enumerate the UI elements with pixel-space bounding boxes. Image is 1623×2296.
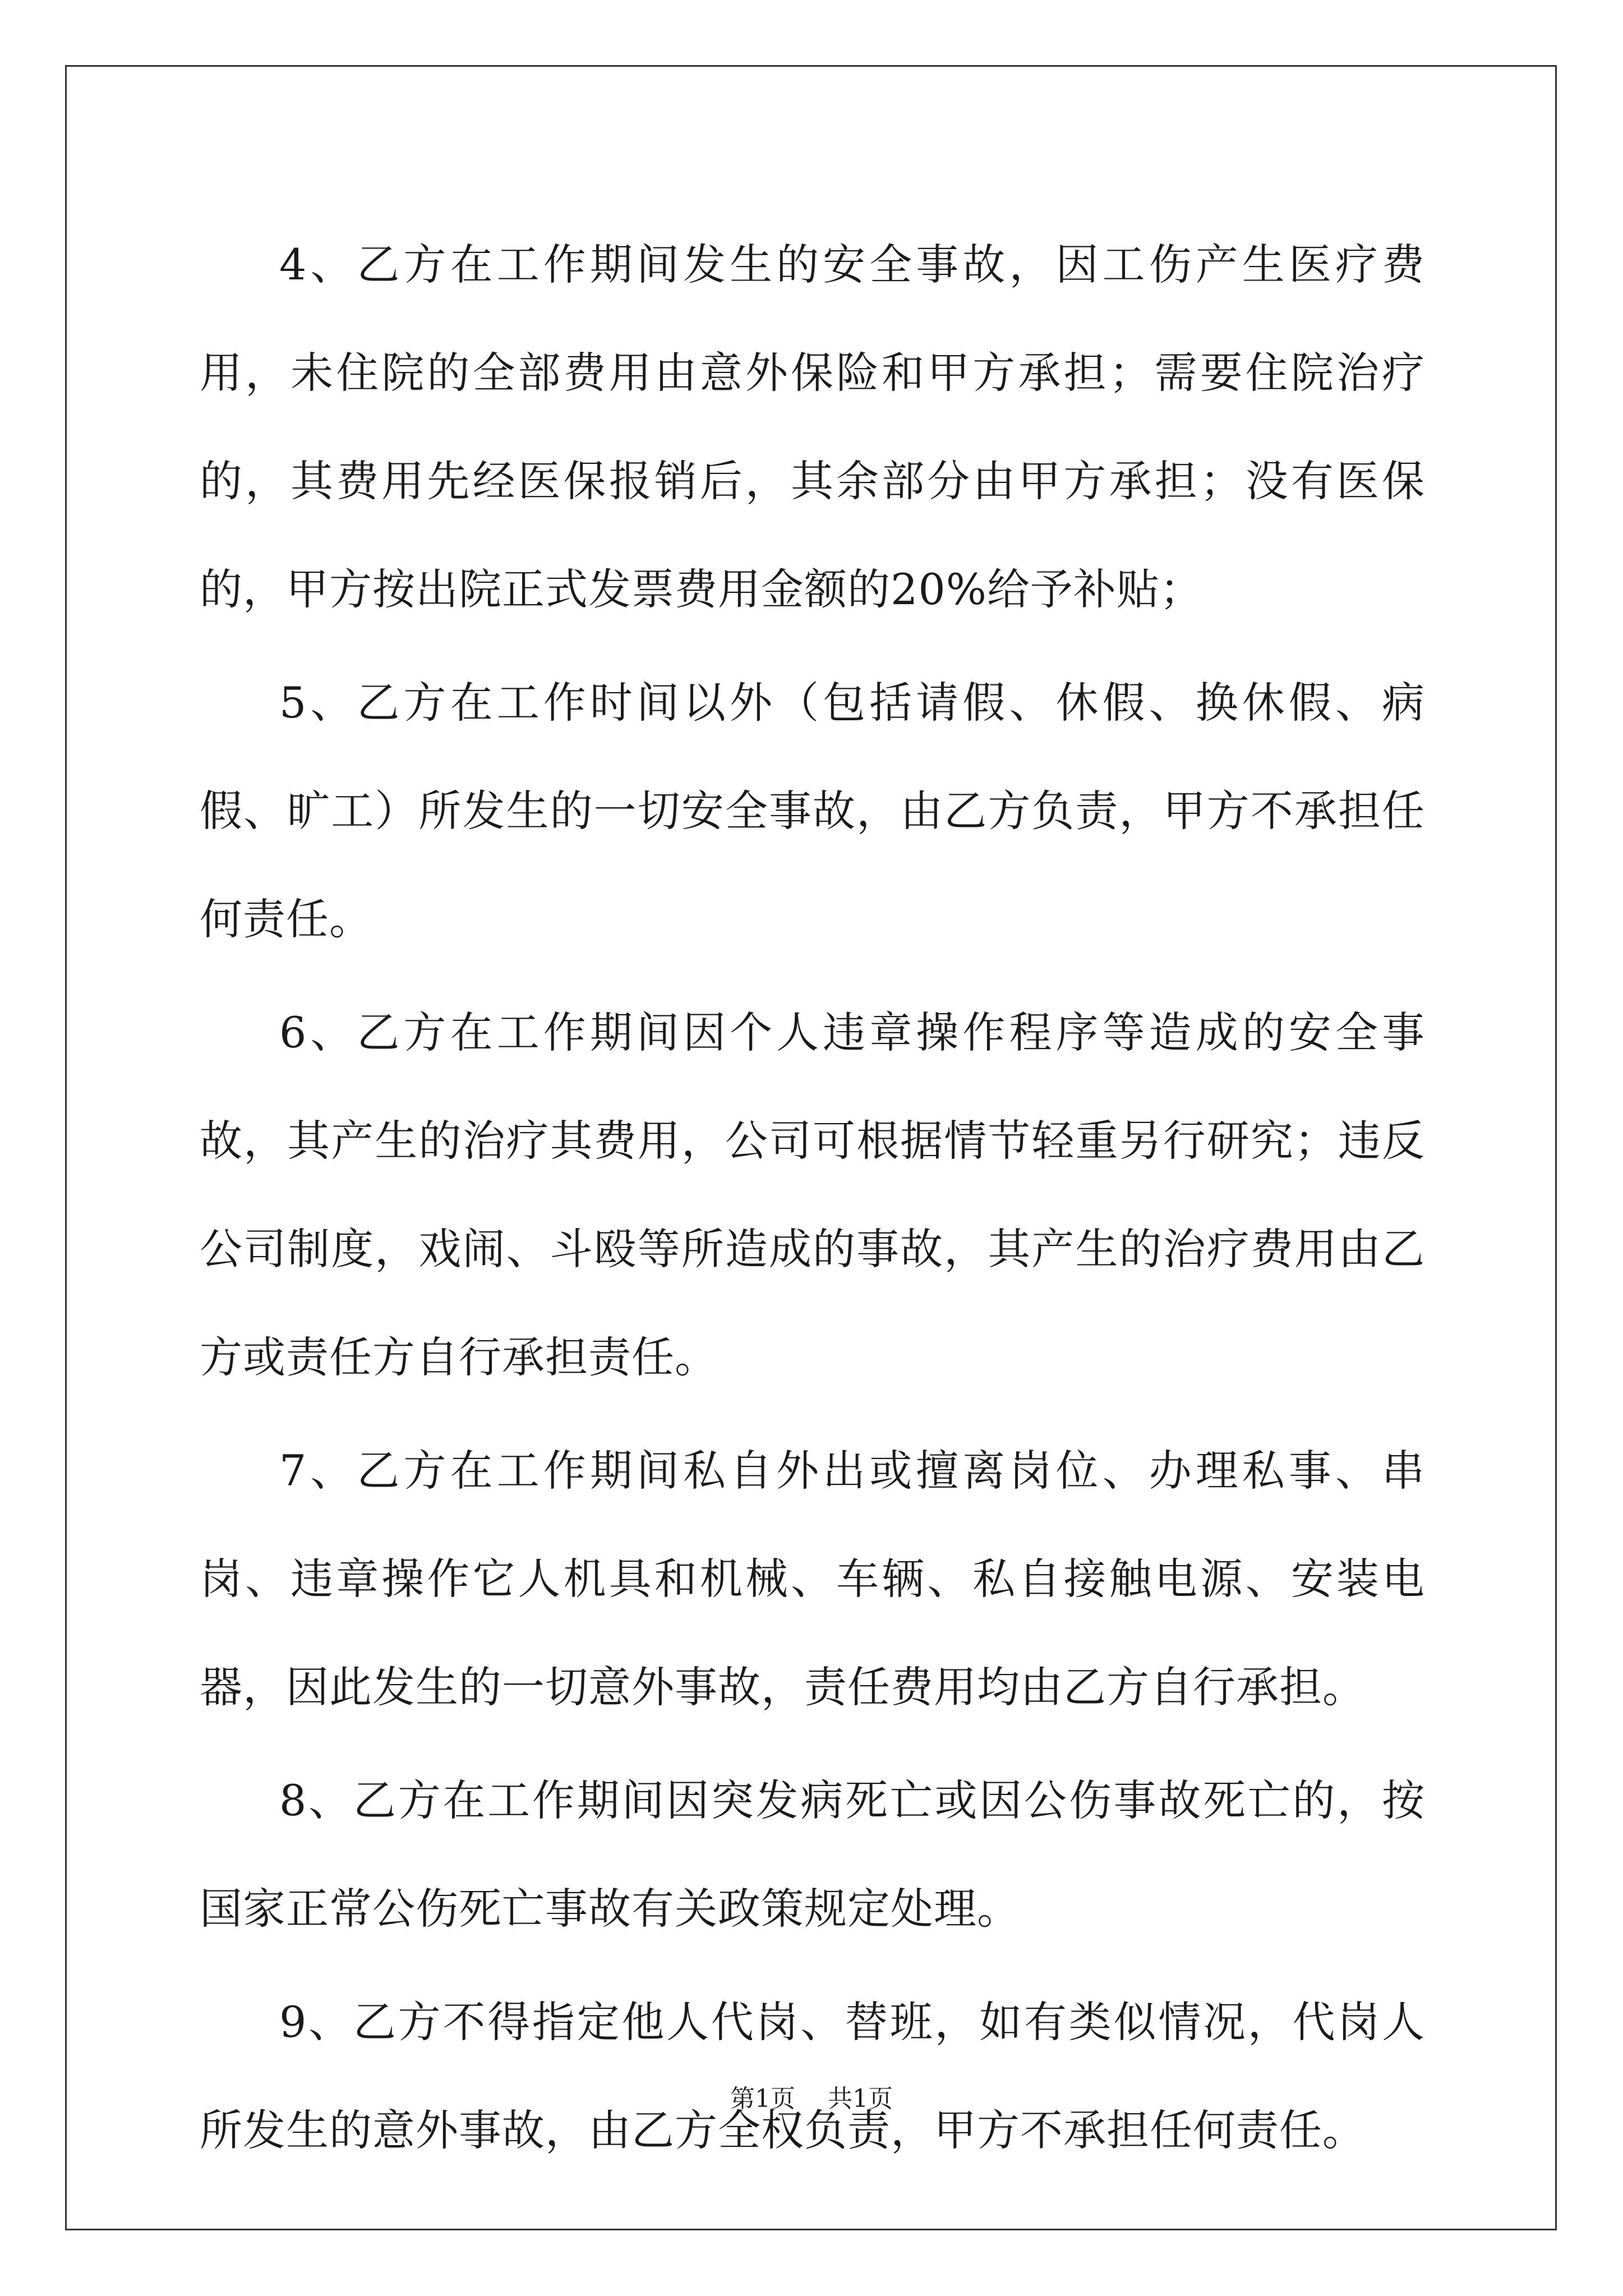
- clause-4: 4、乙方在工作期间发生的安全事故，因工伤产生医疗费用，未住院的全部费用由意外保险和甲方承担；需要住院治疗的，其费用先经医保报销后，其余部分由甲方承担；没有医保的，甲方按出院正式发票费用金额的20%给予补贴；: [200, 240, 1425, 614]
- clause-7: 7、乙方在工作期间私自外出或擅离岗位、办理私事、串岗、违章操作它人机具和机械、车辆、私自接触电源、安装电器，因此发生的一切意外事故，责任费用均由乙方自行承担。: [200, 1446, 1425, 1712]
- page-total: 共1页: [828, 2085, 893, 2113]
- clause-8: 8、乙方在工作期间因突发病死亡或因公伤事故死亡的，按国家正常公伤死亡事故有关政策规定处理。: [200, 1775, 1425, 1934]
- clause-6: 6、乙方在工作期间因个人违章操作程序等造成的安全事故，其产生的治疗其费用，公司可根据情节轻重另行研究；违反公司制度，戏闹、斗殴等所造成的事故，其产生的治疗费用由乙方或责任方自行承担责任。: [200, 1007, 1425, 1382]
- page-number: 第1页: [730, 2085, 795, 2113]
- clause-9: 9、乙方不得指定他人代岗、替班，如有类似情况，代岗人所发生的意外事故，由乙方全权负责，甲方不承担任何责任。: [200, 1997, 1425, 2155]
- clause-5: 5、乙方在工作时间以外（包括请假、休假、换休假、病假、旷工）所发生的一切安全事故，由乙方负责，甲方不承担任何责任。: [200, 678, 1425, 944]
- page-footer: [0, 2082, 1623, 2116]
- document-body: [200, 210, 1425, 2189]
